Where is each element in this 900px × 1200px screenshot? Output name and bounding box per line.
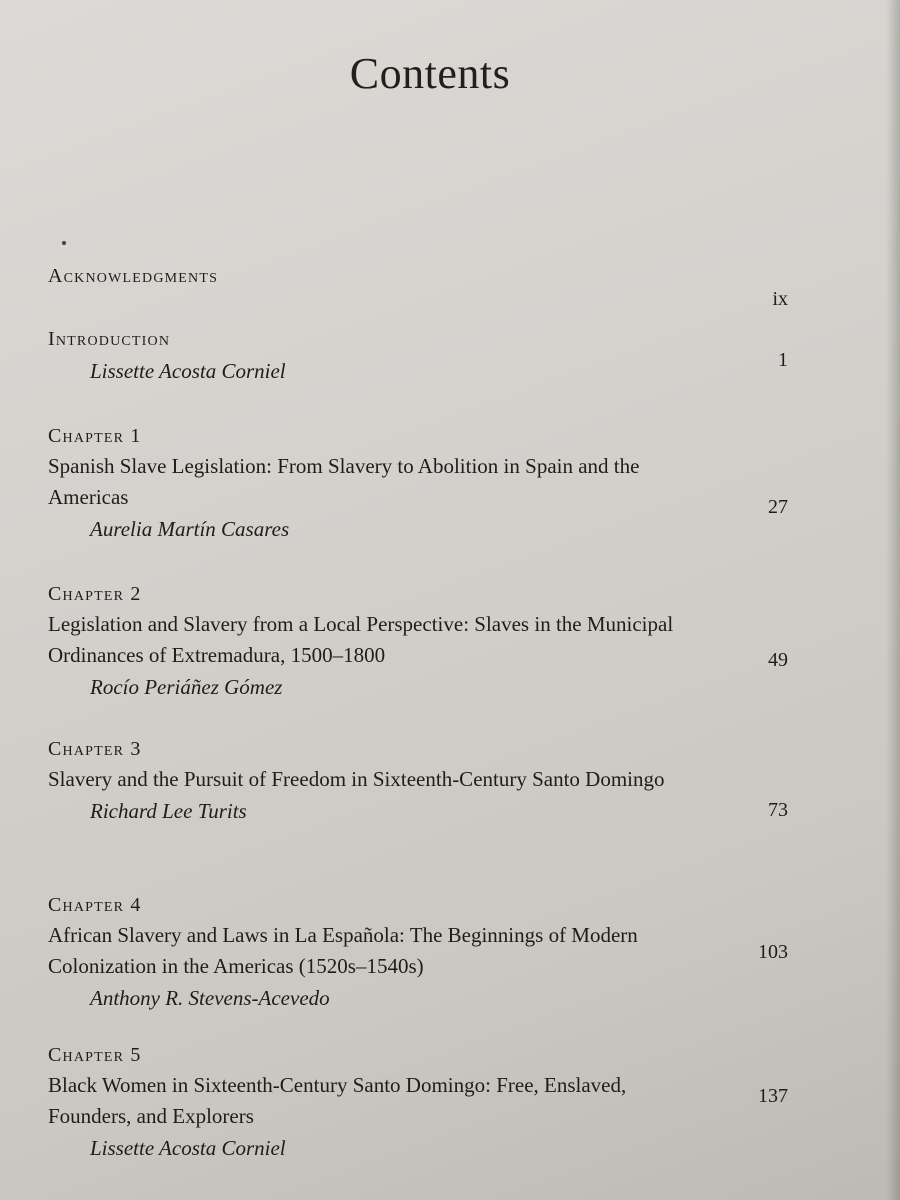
- page-number: 27: [768, 496, 788, 518]
- entry-author: Aurelia Martín Casares: [90, 517, 290, 541]
- page-number: 137: [758, 1085, 788, 1107]
- toc-entry-introduction: [48, 327, 788, 387]
- page-number: ix: [772, 288, 788, 310]
- toc-entry-chapter-1: [48, 424, 788, 545]
- entry-label: Acknowledgments: [48, 265, 219, 287]
- entry-author: Lissette Acosta Corniel: [90, 1136, 286, 1160]
- toc-entry-chapter-2: [48, 582, 788, 703]
- page-number: 49: [768, 649, 788, 671]
- entry-label: Introduction: [48, 328, 171, 350]
- entry-title: Legislation and Slavery from a Local Perspective: Slaves in the Municipal Ordinances of Extremadura, 1500–1800: [48, 612, 674, 667]
- entry-title: Spanish Slave Legislation: From Slavery to Abolition in Spain and the Americas: [48, 454, 640, 509]
- toc-entry-chapter-4: [48, 893, 788, 1014]
- toc-entry-chapter-3: [48, 737, 788, 827]
- page-title: Contents: [349, 49, 511, 98]
- entry-title: Slavery and the Pursuit of Freedom in Sixteenth-Century Santo Domingo: [48, 767, 665, 791]
- page-number: 73: [768, 799, 788, 821]
- entry-author: Anthony R. Stevens-Acevedo: [90, 986, 330, 1010]
- entry-label: Chapter 5: [48, 1044, 142, 1066]
- toc-entry-acknowledgments: [48, 264, 788, 310]
- entry-title: Black Women in Sixteenth-Century Santo Domingo: Free, Enslaved, Founders, and Explorers: [48, 1073, 627, 1128]
- page-edge-shadow: [886, 0, 900, 1200]
- entry-author: Lissette Acosta Corniel: [90, 359, 286, 383]
- entry-label: Chapter 4: [48, 894, 142, 916]
- entry-label: Chapter 3: [48, 738, 142, 760]
- toc-entry-chapter-5: [48, 1043, 788, 1164]
- entry-label: Chapter 1: [48, 425, 142, 447]
- entry-label: Chapter 2: [48, 583, 142, 605]
- ink-speck: [62, 241, 66, 245]
- entry-author: Richard Lee Turits: [90, 799, 247, 823]
- entry-author: Rocío Periáñez Gómez: [90, 675, 283, 699]
- page-number: 103: [758, 941, 788, 963]
- page-number: 1: [778, 349, 788, 371]
- entry-title: African Slavery and Laws in La Española: The Beginnings of Modern Colonization in the Americas (1520s–1540s): [48, 923, 638, 978]
